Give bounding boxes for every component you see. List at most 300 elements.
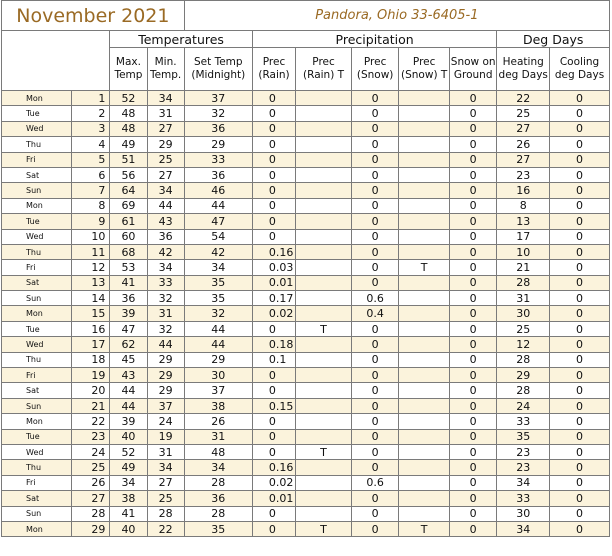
prec-rain-cell: 0 [252,214,295,229]
max-temp-cell: 47 [110,321,147,336]
col-prec-rain: Prec (Rain) [252,48,295,91]
set-temp-cell: 37 [184,383,252,398]
heating-deg-days-cell: 8 [497,198,550,213]
set-temp-cell: 36 [184,491,252,506]
cooling-deg-days-cell: 0 [550,475,610,490]
day-of-week: Sat [2,275,72,290]
min-temp-cell: 27 [147,121,184,136]
cooling-deg-days-cell: 0 [550,337,610,352]
heating-deg-days-cell: 24 [497,398,550,413]
prec-snow-cell: 0 [351,91,398,106]
min-temp-cell: 31 [147,106,184,121]
heating-deg-days-cell: 23 [497,444,550,459]
station-name: Pandora, Ohio 33-6405-1 [184,1,609,31]
max-temp-cell: 40 [110,521,147,536]
snow-ground-cell: 0 [449,337,496,352]
prec-snow-trace-cell [399,137,450,152]
heating-deg-days-cell: 27 [497,152,550,167]
day-number: 27 [72,491,110,506]
heating-deg-days-cell: 28 [497,275,550,290]
day-number: 23 [72,429,110,444]
prec-snow-cell: 0 [351,137,398,152]
prec-rain-cell: 0.03 [252,260,295,275]
snow-ground-cell: 0 [449,444,496,459]
day-of-week: Wed [2,444,72,459]
prec-snow-cell: 0 [351,229,398,244]
max-temp-cell: 56 [110,167,147,182]
snow-ground-cell: 0 [449,152,496,167]
min-temp-cell: 29 [147,352,184,367]
day-of-week: Sun [2,506,72,521]
group-temperatures: Temperatures [110,31,252,48]
set-temp-cell: 37 [184,91,252,106]
prec-rain-trace-cell [296,275,352,290]
prec-rain-trace-cell [296,337,352,352]
table-row [2,398,610,413]
cooling-deg-days-cell: 0 [550,91,610,106]
day-number: 9 [72,214,110,229]
col-set-temp: Set Temp (Midnight) [184,48,252,91]
cooling-deg-days-cell: 0 [550,152,610,167]
day-of-week: Fri [2,260,72,275]
min-temp-cell: 33 [147,275,184,290]
day-of-week: Tue [2,321,72,336]
day-of-week: Thu [2,137,72,152]
table-row [2,183,610,198]
snow-ground-cell: 0 [449,198,496,213]
heating-deg-days-cell: 25 [497,321,550,336]
prec-snow-cell: 0 [351,352,398,367]
prec-snow-cell: 0 [351,152,398,167]
prec-rain-trace-cell [296,352,352,367]
table-row [2,291,610,306]
prec-snow-trace-cell [399,291,450,306]
set-temp-cell: 36 [184,121,252,136]
day-of-week: Thu [2,460,72,475]
prec-snow-cell: 0 [351,167,398,182]
col-snow-ground: Snow on Ground [449,48,496,91]
set-temp-cell: 30 [184,368,252,383]
heating-deg-days-cell: 23 [497,460,550,475]
prec-snow-trace-cell [399,460,450,475]
prec-snow-trace-cell [399,244,450,259]
cooling-deg-days-cell: 0 [550,429,610,444]
day-number: 12 [72,260,110,275]
min-temp-cell: 29 [147,383,184,398]
table-row [2,506,610,521]
prec-rain-cell: 0.01 [252,275,295,290]
max-temp-cell: 51 [110,152,147,167]
prec-rain-trace-cell [296,183,352,198]
min-temp-cell: 19 [147,429,184,444]
max-temp-cell: 36 [110,291,147,306]
prec-snow-cell: 0 [351,383,398,398]
day-of-week: Tue [2,214,72,229]
prec-rain-cell: 0.16 [252,460,295,475]
prec-snow-cell: 0 [351,444,398,459]
heating-deg-days-cell: 29 [497,368,550,383]
table-row [2,152,610,167]
prec-rain-trace-cell: T [296,321,352,336]
snow-ground-cell: 0 [449,429,496,444]
day-number: 8 [72,198,110,213]
cooling-deg-days-cell: 0 [550,291,610,306]
cooling-deg-days-cell: 0 [550,368,610,383]
table-row [2,414,610,429]
day-number: 14 [72,291,110,306]
table-row [2,106,610,121]
day-number: 26 [72,475,110,490]
day-number: 1 [72,91,110,106]
day-of-week: Mon [2,414,72,429]
heating-deg-days-cell: 28 [497,352,550,367]
prec-snow-cell: 0 [351,214,398,229]
set-temp-cell: 32 [184,106,252,121]
set-temp-cell: 54 [184,229,252,244]
day-of-week: Mon [2,198,72,213]
day-of-week: Sat [2,167,72,182]
day-number: 15 [72,306,110,321]
cooling-deg-days-cell: 0 [550,167,610,182]
prec-rain-trace-cell: T [296,444,352,459]
prec-rain-cell: 0.01 [252,491,295,506]
prec-rain-trace-cell [296,229,352,244]
prec-rain-cell: 0 [252,414,295,429]
prec-rain-trace-cell [296,291,352,306]
heating-deg-days-cell: 34 [497,521,550,536]
table-row [2,383,610,398]
prec-rain-trace-cell [296,429,352,444]
max-temp-cell: 69 [110,198,147,213]
cooling-deg-days-cell: 0 [550,198,610,213]
max-temp-cell: 48 [110,106,147,121]
day-of-week: Mon [2,521,72,536]
prec-rain-trace-cell [296,91,352,106]
snow-ground-cell: 0 [449,460,496,475]
snow-ground-cell: 0 [449,321,496,336]
table-row [2,475,610,490]
day-of-week: Fri [2,368,72,383]
snow-ground-cell: 0 [449,260,496,275]
heating-deg-days-cell: 34 [497,475,550,490]
prec-rain-cell: 0.15 [252,398,295,413]
min-temp-cell: 34 [147,183,184,198]
prec-snow-cell: 0 [351,121,398,136]
group-precipitation: Precipitation [252,31,497,48]
cooling-deg-days-cell: 0 [550,275,610,290]
col-max-temp: Max. Temp [110,48,147,91]
prec-snow-cell: 0 [351,521,398,536]
day-of-week: Sat [2,491,72,506]
prec-snow-trace-cell [399,183,450,198]
set-temp-cell: 35 [184,521,252,536]
table-row [2,244,610,259]
max-temp-cell: 44 [110,383,147,398]
max-temp-cell: 49 [110,137,147,152]
cooling-deg-days-cell: 0 [550,352,610,367]
snow-ground-cell: 0 [449,244,496,259]
prec-rain-cell: 0 [252,368,295,383]
set-temp-cell: 29 [184,137,252,152]
set-temp-cell: 28 [184,475,252,490]
cooling-deg-days-cell: 0 [550,414,610,429]
day-of-week: Wed [2,337,72,352]
weather-table [1,0,610,537]
prec-rain-trace-cell [296,398,352,413]
heating-deg-days-cell: 25 [497,106,550,121]
set-temp-cell: 44 [184,321,252,336]
day-number: 13 [72,275,110,290]
prec-rain-trace-cell [296,306,352,321]
prec-snow-cell: 0.6 [351,291,398,306]
heating-deg-days-cell: 17 [497,229,550,244]
cooling-deg-days-cell: 0 [550,460,610,475]
corner-blank [2,31,110,91]
table-row [2,444,610,459]
prec-snow-trace-cell [399,368,450,383]
day-of-week: Mon [2,306,72,321]
set-temp-cell: 34 [184,260,252,275]
set-temp-cell: 29 [184,352,252,367]
prec-rain-cell: 0.02 [252,306,295,321]
prec-snow-trace-cell [399,352,450,367]
day-number: 5 [72,152,110,167]
col-heating: Heating deg Days [497,48,550,91]
heating-deg-days-cell: 35 [497,429,550,444]
prec-snow-cell: 0.6 [351,475,398,490]
prec-rain-cell: 0.17 [252,291,295,306]
table-row [2,521,610,536]
heating-deg-days-cell: 26 [497,137,550,152]
prec-snow-trace-cell [399,198,450,213]
prec-snow-cell: 0 [351,506,398,521]
table-row [2,368,610,383]
cooling-deg-days-cell: 0 [550,260,610,275]
snow-ground-cell: 0 [449,521,496,536]
snow-ground-cell: 0 [449,475,496,490]
min-temp-cell: 31 [147,444,184,459]
heating-deg-days-cell: 31 [497,291,550,306]
day-number: 21 [72,398,110,413]
prec-snow-cell: 0 [351,198,398,213]
heating-deg-days-cell: 22 [497,91,550,106]
prec-snow-trace-cell [399,491,450,506]
day-number: 25 [72,460,110,475]
min-temp-cell: 42 [147,244,184,259]
cooling-deg-days-cell: 0 [550,306,610,321]
prec-snow-cell: 0 [351,460,398,475]
table-row [2,121,610,136]
snow-ground-cell: 0 [449,398,496,413]
min-temp-cell: 43 [147,214,184,229]
prec-rain-cell: 0 [252,383,295,398]
cooling-deg-days-cell: 0 [550,521,610,536]
day-of-week: Sat [2,383,72,398]
cooling-deg-days-cell: 0 [550,229,610,244]
cooling-deg-days-cell: 0 [550,244,610,259]
prec-rain-cell: 0.18 [252,337,295,352]
prec-rain-cell: 0 [252,121,295,136]
prec-snow-cell: 0.4 [351,306,398,321]
table-row [2,260,610,275]
prec-snow-cell: 0 [351,321,398,336]
prec-snow-cell: 0 [351,368,398,383]
day-of-week: Tue [2,106,72,121]
group-deg-days: Deg Days [497,31,610,48]
snow-ground-cell: 0 [449,121,496,136]
cooling-deg-days-cell: 0 [550,183,610,198]
cooling-deg-days-cell: 0 [550,383,610,398]
set-temp-cell: 26 [184,414,252,429]
max-temp-cell: 61 [110,214,147,229]
min-temp-cell: 36 [147,229,184,244]
prec-snow-cell: 0 [351,429,398,444]
table-row [2,306,610,321]
set-temp-cell: 44 [184,198,252,213]
set-temp-cell: 48 [184,444,252,459]
table-row [2,137,610,152]
min-temp-cell: 32 [147,291,184,306]
col-min-temp: Min. Temp. [147,48,184,91]
day-number: 3 [72,121,110,136]
min-temp-cell: 25 [147,491,184,506]
max-temp-cell: 49 [110,460,147,475]
day-of-week: Wed [2,229,72,244]
snow-ground-cell: 0 [449,275,496,290]
set-temp-cell: 44 [184,337,252,352]
min-temp-cell: 44 [147,337,184,352]
prec-rain-trace-cell [296,121,352,136]
prec-rain-cell: 0 [252,229,295,244]
prec-snow-trace-cell [399,229,450,244]
prec-snow-trace-cell [399,337,450,352]
set-temp-cell: 31 [184,429,252,444]
table-row [2,198,610,213]
min-temp-cell: 29 [147,368,184,383]
snow-ground-cell: 0 [449,167,496,182]
table-row [2,429,610,444]
prec-snow-trace-cell [399,475,450,490]
min-temp-cell: 34 [147,460,184,475]
prec-rain-trace-cell [296,368,352,383]
max-temp-cell: 53 [110,260,147,275]
max-temp-cell: 64 [110,183,147,198]
col-prec-snow: Prec (Snow) [351,48,398,91]
prec-rain-cell: 0 [252,91,295,106]
prec-rain-cell: 0.02 [252,475,295,490]
heating-deg-days-cell: 33 [497,414,550,429]
set-temp-cell: 28 [184,506,252,521]
day-number: 17 [72,337,110,352]
prec-rain-trace-cell [296,198,352,213]
max-temp-cell: 40 [110,429,147,444]
prec-rain-trace-cell [296,244,352,259]
set-temp-cell: 36 [184,167,252,182]
day-of-week: Fri [2,152,72,167]
table-row [2,91,610,106]
prec-rain-cell: 0 [252,429,295,444]
prec-snow-trace-cell [399,152,450,167]
heating-deg-days-cell: 30 [497,506,550,521]
prec-rain-trace-cell: T [296,521,352,536]
day-of-week: Wed [2,121,72,136]
max-temp-cell: 45 [110,352,147,367]
max-temp-cell: 62 [110,337,147,352]
set-temp-cell: 42 [184,244,252,259]
day-of-week: Sun [2,291,72,306]
prec-rain-cell: 0 [252,137,295,152]
day-number: 18 [72,352,110,367]
col-cooling: Cooling deg Days [550,48,610,91]
max-temp-cell: 34 [110,475,147,490]
set-temp-cell: 32 [184,306,252,321]
prec-rain-trace-cell [296,214,352,229]
day-number: 6 [72,167,110,182]
heating-deg-days-cell: 27 [497,121,550,136]
prec-rain-cell: 0 [252,183,295,198]
col-prec-snow-t: Prec (Snow) T [399,48,450,91]
prec-rain-trace-cell [296,167,352,182]
day-number: 24 [72,444,110,459]
day-number: 22 [72,414,110,429]
prec-snow-trace-cell [399,91,450,106]
prec-rain-trace-cell [296,475,352,490]
prec-snow-cell: 0 [351,275,398,290]
max-temp-cell: 39 [110,306,147,321]
day-number: 7 [72,183,110,198]
table-row [2,337,610,352]
day-of-week: Fri [2,475,72,490]
max-temp-cell: 43 [110,368,147,383]
day-of-week: Thu [2,352,72,367]
prec-rain-trace-cell [296,383,352,398]
min-temp-cell: 25 [147,152,184,167]
table-row [2,275,610,290]
table-row [2,167,610,182]
prec-rain-cell: 0 [252,198,295,213]
max-temp-cell: 68 [110,244,147,259]
min-temp-cell: 34 [147,260,184,275]
prec-snow-cell: 0 [351,106,398,121]
col-prec-rain-t: Prec (Rain) T [296,48,352,91]
min-temp-cell: 34 [147,91,184,106]
cooling-deg-days-cell: 0 [550,121,610,136]
day-of-week: Sun [2,398,72,413]
day-number: 4 [72,137,110,152]
prec-rain-cell: 0 [252,106,295,121]
prec-snow-trace-cell [399,383,450,398]
min-temp-cell: 28 [147,506,184,521]
heating-deg-days-cell: 21 [497,260,550,275]
prec-snow-trace-cell [399,444,450,459]
weather-report [1,0,610,537]
set-temp-cell: 47 [184,214,252,229]
table-row [2,460,610,475]
prec-snow-cell: 0 [351,491,398,506]
table-row [2,214,610,229]
prec-snow-trace-cell [399,398,450,413]
cooling-deg-days-cell: 0 [550,444,610,459]
max-temp-cell: 41 [110,275,147,290]
cooling-deg-days-cell: 0 [550,321,610,336]
snow-ground-cell: 0 [449,491,496,506]
prec-rain-cell: 0 [252,444,295,459]
prec-snow-cell: 0 [351,414,398,429]
max-temp-cell: 52 [110,444,147,459]
prec-rain-trace-cell [296,506,352,521]
prec-snow-trace-cell: T [399,260,450,275]
prec-snow-trace-cell [399,106,450,121]
